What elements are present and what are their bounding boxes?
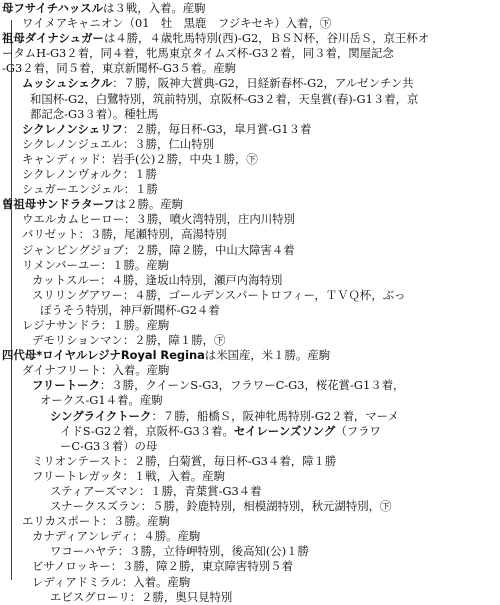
horse-name: 曽祖母 xyxy=(2,197,37,212)
line-text: レジナサンドラ：１勝。産駒 xyxy=(22,317,170,332)
text-line xyxy=(0,484,500,499)
line-text: ぽうそう特別，神戸新聞杯-G2４着 xyxy=(40,302,220,317)
text-line xyxy=(0,469,500,484)
line-text: は４勝，４歳牝馬特別(西)-G2，ＢＳＮ杯，谷川岳Ｓ，京王杯オ xyxy=(103,31,430,46)
line-text: ータムH-G3２着，同４着，牝馬東京タイムズ杯-G3２着，同３着，関屋記念 xyxy=(2,46,394,61)
text-line xyxy=(0,61,500,76)
pedigree-lines xyxy=(0,1,500,605)
line-text: ジャンピングジョブ：２勝，障２勝，中山大障害４着 xyxy=(22,242,295,257)
text-line xyxy=(0,212,500,227)
line-text: カットスルー：４勝，逢坂山特別，瀬戸内海特別 xyxy=(32,272,283,287)
line-text: スナークスズラン：５勝，鈴鹿特別，相模湖特別，秋元湖特別，㊦ xyxy=(50,499,392,514)
text-line xyxy=(0,182,500,197)
text-line xyxy=(0,363,500,378)
horse-name: セイレーンズソング xyxy=(233,423,336,438)
text-line xyxy=(0,575,500,590)
text-line xyxy=(0,1,500,16)
horse-name: ダイナシュガー xyxy=(24,31,104,46)
horse-name: シクレノンシェリフ xyxy=(22,121,123,136)
line-text: カナディアンレディ：４勝。産駒 xyxy=(32,529,201,544)
horse-name: 四代母 xyxy=(2,348,37,363)
line-text: シュガーエンジェル：１勝 xyxy=(22,182,158,197)
text-line xyxy=(0,197,500,212)
text-line xyxy=(0,92,500,107)
text-line xyxy=(0,544,500,559)
line-text: フリートレガッタ：１戦，入着。産駒 xyxy=(32,468,225,483)
text-line xyxy=(0,559,500,574)
text-line xyxy=(0,137,500,152)
line-text: 都記念-G3３着）。種牡馬 xyxy=(30,106,159,121)
line-text: 和国杯-G2，白鷺特別，筑前特別，京阪杯-G3２着，天皇賞(春)-G1３着，京 xyxy=(30,91,419,106)
line-text: -G3２着，同５着，東京新聞杯-G3５着。産駒 xyxy=(2,61,237,76)
horse-name: 母フサイチハッスル xyxy=(2,1,104,15)
text-line xyxy=(0,288,500,303)
line-text: ダイナフリート：入着。産駒 xyxy=(22,363,170,378)
text-line xyxy=(0,529,500,544)
line-text: オークス-G1４着。産駒 xyxy=(40,393,163,408)
text-line xyxy=(0,243,500,258)
line-text: ーC-G3３着）の母 xyxy=(60,438,158,453)
text-line xyxy=(0,122,500,137)
line-text: ：７勝，阪神大賞典-G2，日経新春杯-G2，アルゼンチン共 xyxy=(112,76,414,91)
horse-name: 祖母 xyxy=(2,31,25,46)
text-line xyxy=(0,46,500,61)
text-line xyxy=(0,514,500,529)
line-text: スティアーズマン：１勝，青葉賞-G3４着 xyxy=(50,484,262,498)
line-text: ：３勝，クイーンS-G3，フラワーC-G3，桜花賞-G1３着， xyxy=(99,378,405,393)
text-line xyxy=(0,258,500,273)
text-line xyxy=(0,499,500,514)
text-line xyxy=(0,348,500,363)
text-line xyxy=(0,409,500,424)
line-text: ミリオンテースト：２勝，白菊賞，毎日杯-G3４着，障１勝 xyxy=(32,453,337,468)
text-line xyxy=(0,76,500,91)
line-text: バリゼット：３勝，尾瀬特別，高湯特別 xyxy=(22,227,227,242)
horse-name: フリートーク xyxy=(32,378,100,393)
text-line xyxy=(0,439,500,454)
line-text: ：７勝，船橋Ｓ，阪神牝馬特別-G2２着，マーメ xyxy=(151,408,399,423)
line-text: は２勝。産駒 xyxy=(114,197,184,212)
line-text: ：２勝，毎日杯-G3，皐月賞-G1３着 xyxy=(122,121,312,136)
line-text: は米国産，米１勝。産駒 xyxy=(204,348,331,363)
horse-name: ムッシュシェクル xyxy=(22,76,113,91)
text-line xyxy=(0,378,500,393)
text-line xyxy=(0,424,500,439)
horse-name: サンドラターフ xyxy=(36,197,115,212)
line-text: ビサノロッキー：３勝，障２勝，東京障害特別５着 xyxy=(32,559,293,574)
text-line xyxy=(0,393,500,408)
text-line xyxy=(0,107,500,122)
text-line xyxy=(0,590,500,605)
text-line xyxy=(0,227,500,242)
line-text: リメンバーユー：１勝。産駒 xyxy=(22,257,170,272)
text-line xyxy=(0,333,500,348)
text-line xyxy=(0,16,500,31)
text-line xyxy=(0,303,500,318)
line-text: （フラワ xyxy=(335,423,381,438)
text-line xyxy=(0,273,500,288)
horse-name: *ロイヤルレジナ xyxy=(36,348,121,363)
line-text: シクレノンジュエル：３勝，仁山特別 xyxy=(22,136,214,151)
text-line xyxy=(0,167,500,182)
line-text: スリリングアワー：４勝，ゴールデンスパートロフィー，ＴＶＱ杯，ぶっ xyxy=(32,287,406,302)
text-line xyxy=(0,454,500,469)
line-text: イドS-G2２着，京阪杯-G3３着。 xyxy=(60,423,234,438)
line-text: ワコーハヤテ：３勝，立待岬特別，後高知(公)１勝 xyxy=(50,544,309,559)
line-text: キャンディッド：岩手(公)２勝，中央１勝，㊦ xyxy=(22,151,258,166)
line-text: エビスグローリ：２勝，奥只見特別 xyxy=(50,589,233,604)
text-line xyxy=(0,318,500,333)
line-text: シクレノンヴォルク：１勝 xyxy=(22,167,157,182)
horse-name: Royal Regina xyxy=(120,348,205,363)
line-text: デモリションマン：２勝，障１勝，㊦ xyxy=(32,333,226,348)
line-text: ウエルカムヒーロー：３勝，噴火湾特別，庄内川特別 xyxy=(22,212,295,227)
text-line xyxy=(0,152,500,167)
line-text: は３戦，入着。産駒 xyxy=(103,1,206,15)
line-text: ワイメアキャニオン（01 牡 黒鹿 フジキセキ）入着，㊦ xyxy=(22,16,332,31)
horse-name: シングライクトーク xyxy=(50,408,152,423)
line-text: エリカスポート：３勝。産駒 xyxy=(22,514,170,529)
text-line xyxy=(0,31,500,46)
line-text: レディアドミラル：入着。産駒 xyxy=(32,574,191,589)
